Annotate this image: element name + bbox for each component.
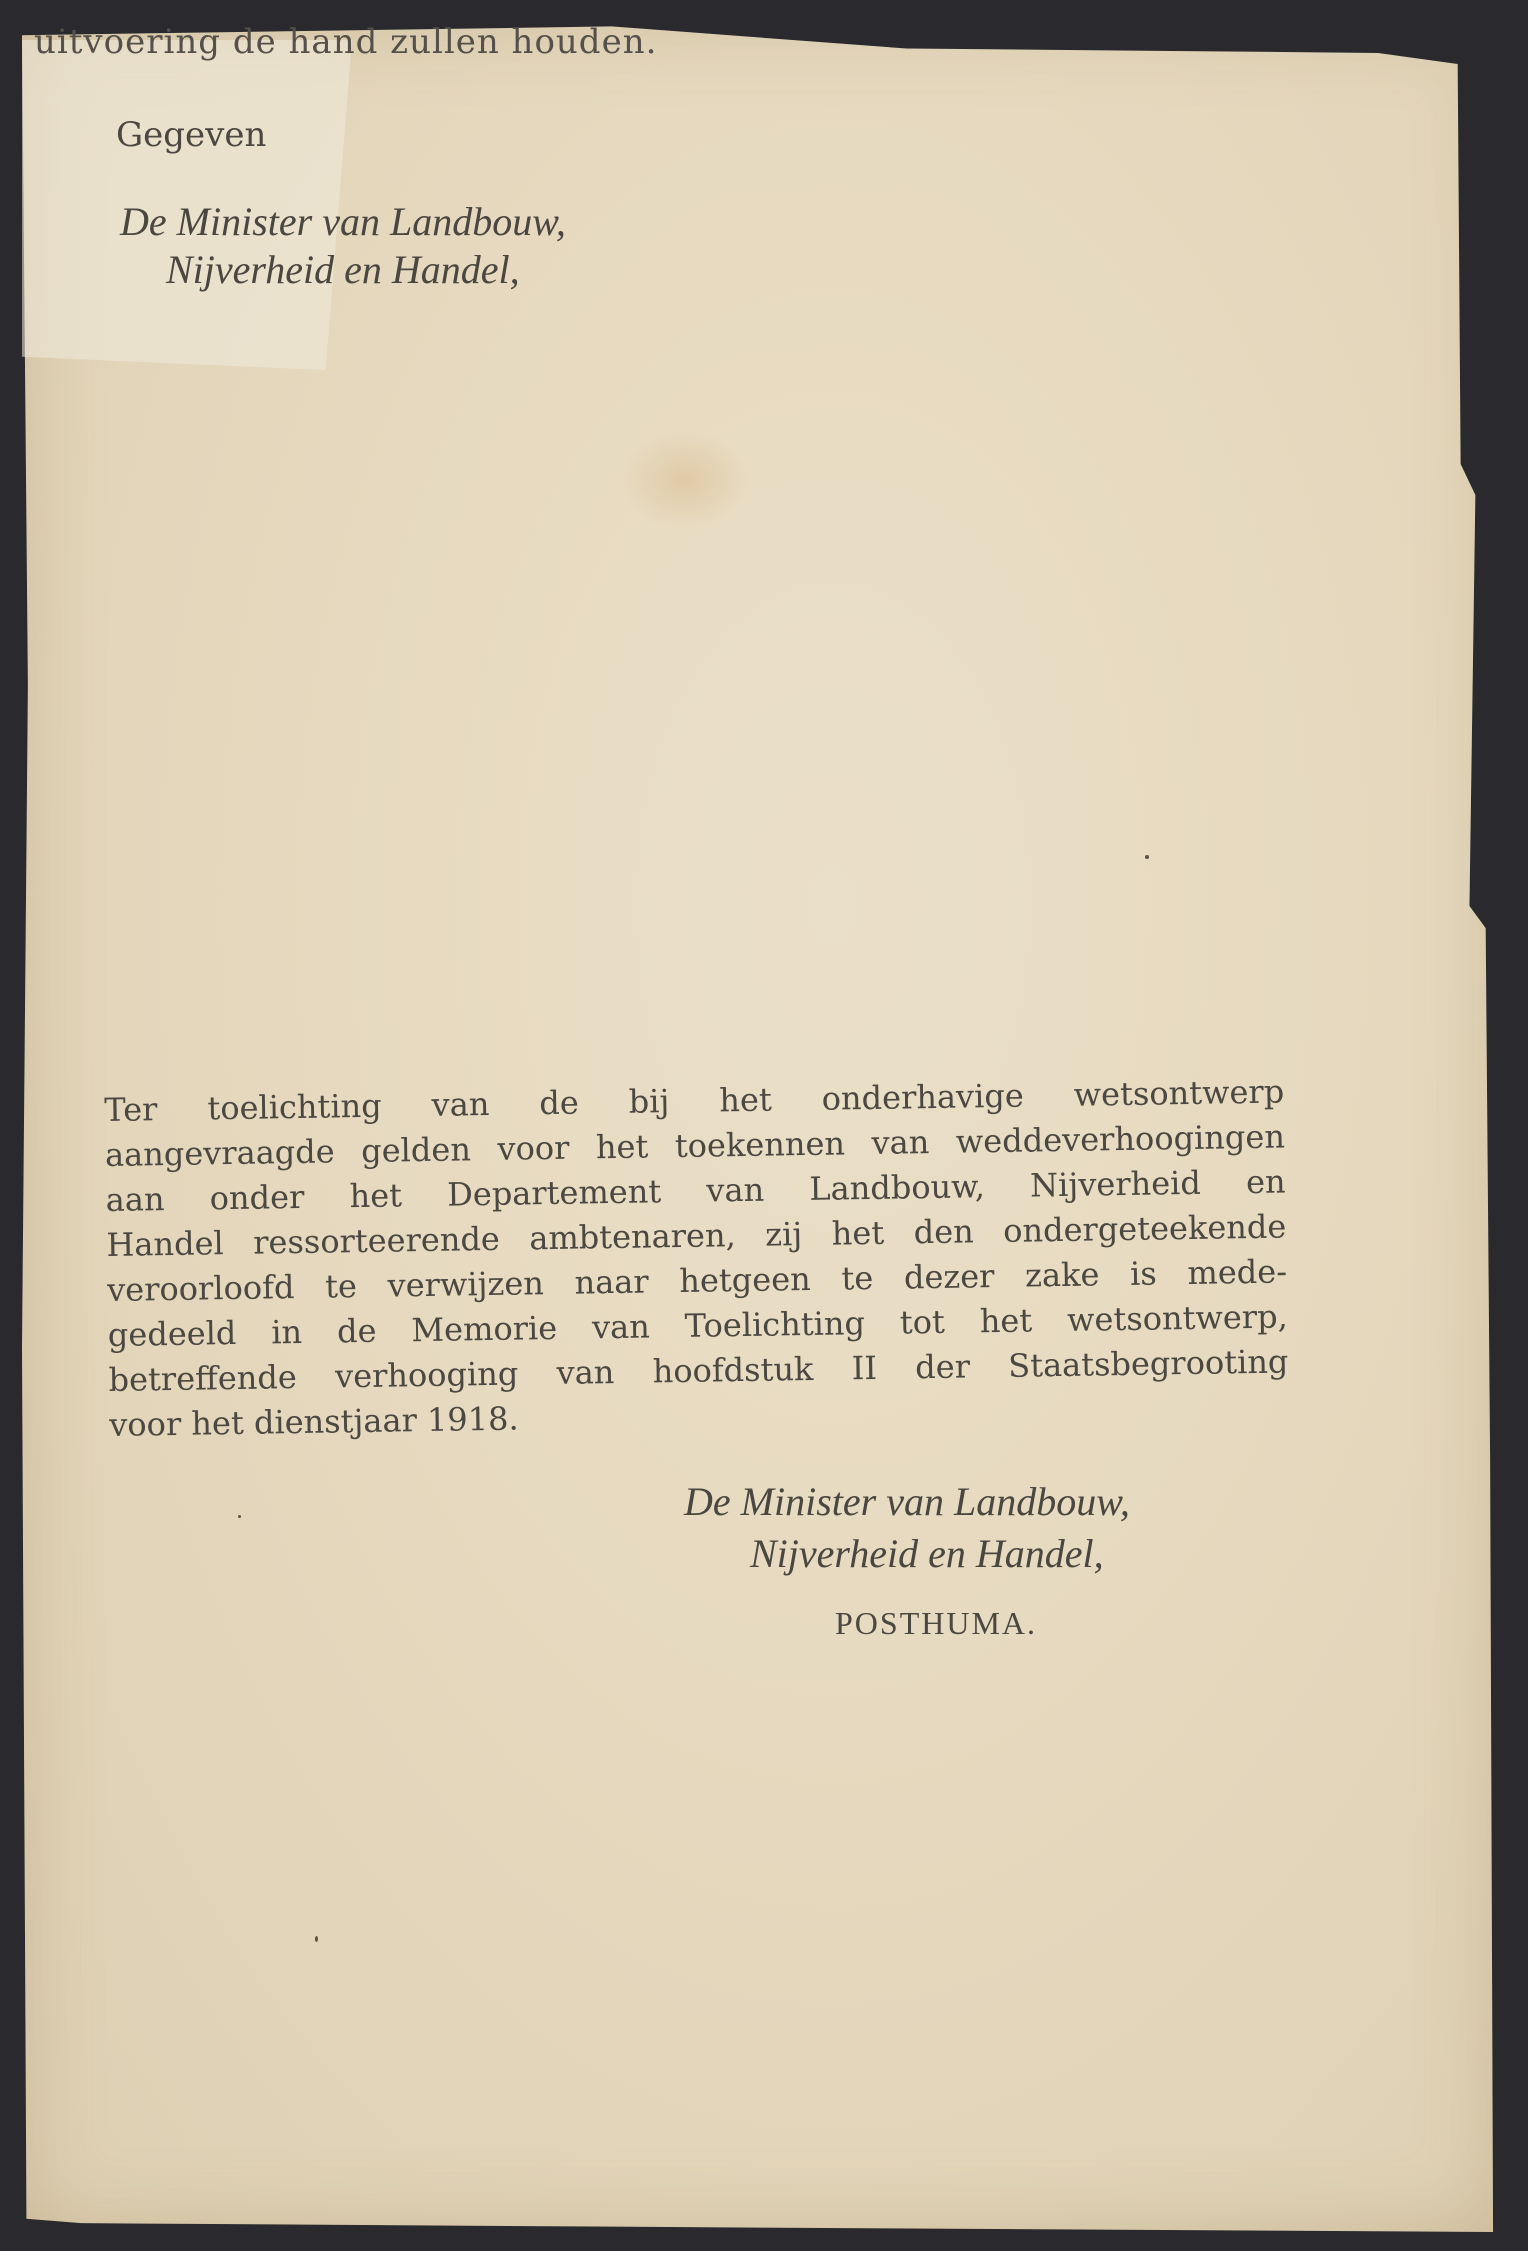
body-word: het [595,1127,649,1167]
body-word: toelichting [207,1086,382,1128]
body-paragraph [104,1069,1290,1447]
body-word: van [556,1353,615,1392]
body-word: het [719,1080,773,1120]
body-word: der [914,1347,971,1387]
body-word: hetgeen [679,1259,811,1300]
body-word: van [591,1307,651,1347]
body-line: voor het dienstjaar 1918. [108,1399,519,1444]
body-word: mede- [1187,1252,1288,1293]
top-signature-line2: Nijverheid en Handel, [166,247,520,292]
body-word: wetsontwerp [1073,1072,1285,1114]
body-word: Landbouw, [809,1167,986,1208]
body-word: zij [764,1215,803,1254]
body-word: de [539,1083,580,1123]
body-word: Toelichting [684,1304,866,1345]
body-word: hoofdstuk [652,1349,814,1391]
bottom-signature-line1: De Minister van Landbouw, [684,1479,1130,1524]
body-word: onder [209,1177,305,1218]
body-word: den [913,1212,974,1252]
body-word: Nijverheid [1029,1163,1202,1205]
body-word: gelden [360,1130,472,1170]
body-word: wetsontwerp, [1066,1297,1288,1339]
body-word: en [1245,1162,1286,1202]
body-word: dezer [903,1257,995,1297]
body-word: Departement [446,1172,662,1214]
body-word: voor [497,1128,570,1168]
body-word: is [1129,1254,1158,1293]
body-word: betreffende [108,1358,298,1399]
body-word: bij [628,1082,670,1121]
body-word: toekennen [674,1124,846,1166]
paper-speck [1145,855,1149,859]
body-word: te [324,1267,358,1306]
body-word: te [841,1258,874,1298]
body-word: de [336,1311,377,1351]
body-word: verwijzen [387,1264,545,1305]
paper-speck [315,1936,318,1942]
paper-speck [238,1515,241,1518]
signatory-name: POSTHUMA. [835,1605,1038,1641]
body-word: aangevraagde [104,1132,335,1174]
paper-stain [620,430,750,530]
body-word: Memorie [411,1308,558,1350]
body-word: van [706,1170,765,1210]
top-fragment-text: uitvoering de hand zullen houden. [34,22,658,62]
body-word: het [349,1176,403,1216]
gegeven-text: Gegeven [116,115,267,155]
body-word: ambtenaren, [529,1216,737,1258]
body-word: veroorloofd [106,1268,295,1309]
body-word: verhooging [334,1354,519,1396]
bottom-signature-line2: Nijverheid en Handel, [750,1531,1104,1576]
body-word: Handel [106,1224,225,1264]
body-word: gedeeld [107,1313,237,1354]
body-word: tot [899,1302,946,1342]
body-word: Staatsbegrooting [1007,1342,1289,1385]
body-word: het [831,1213,885,1253]
body-word: van [431,1084,490,1124]
body-word: aan [105,1180,165,1219]
body-word: van [871,1123,930,1162]
body-word: Ter [104,1090,158,1129]
body-word: weddeverhoogingen [955,1117,1286,1161]
top-signature-line1: De Minister van Landbouw, [120,199,566,244]
body-word: naar [574,1262,649,1302]
body-word: in [270,1312,303,1352]
body-word: ressorteerende [252,1219,501,1262]
body-word: ondergeteekende [1002,1207,1287,1250]
body-word: zake [1024,1255,1100,1295]
body-word: onderhavige [821,1076,1025,1118]
body-word: II [851,1348,878,1388]
body-word: het [979,1301,1033,1341]
